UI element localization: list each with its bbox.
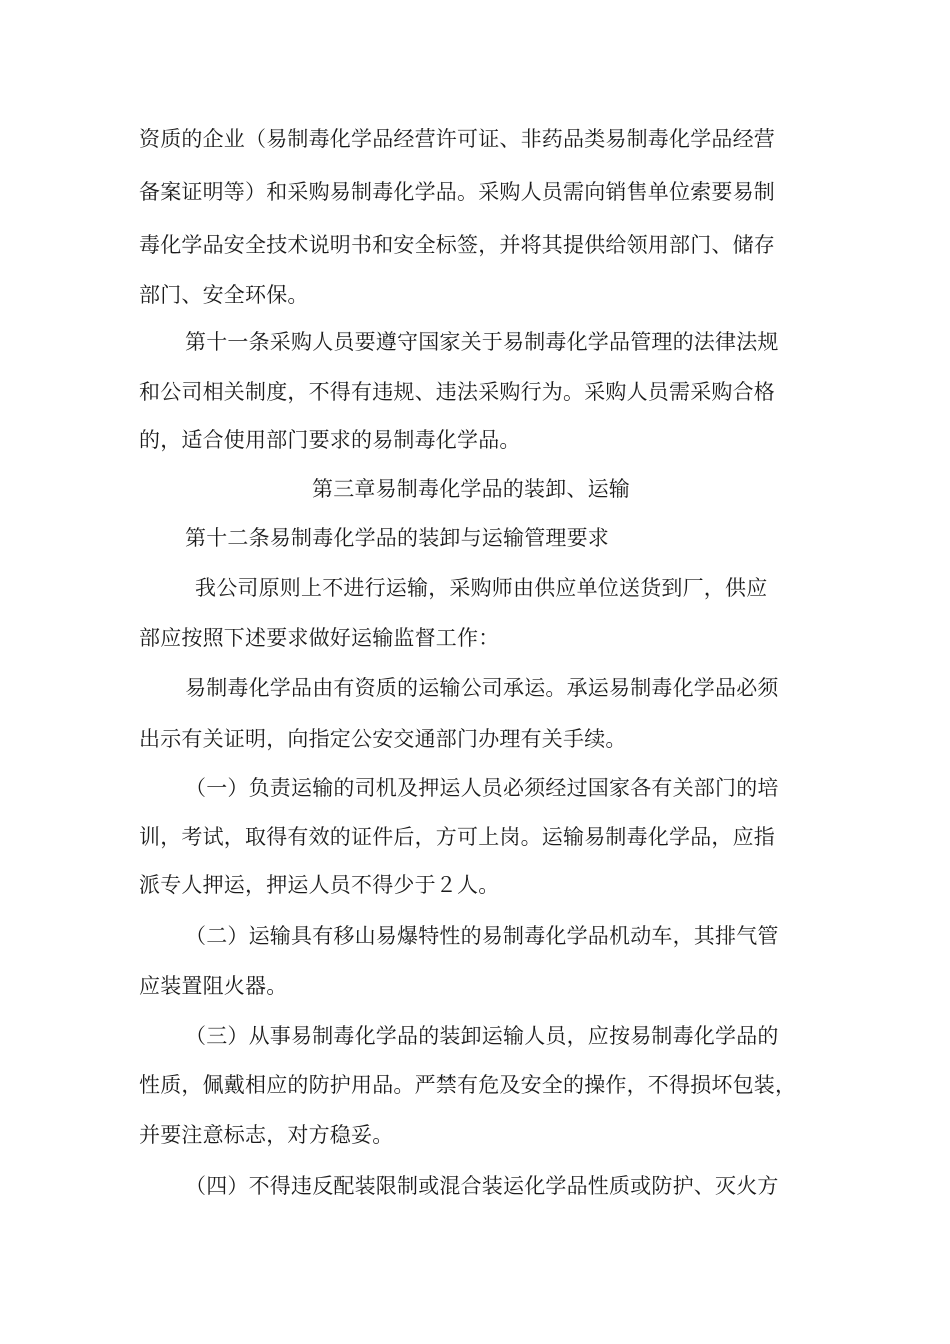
body-line: 出示有关证明，向指定公安交通部门办理有关手续。	[139, 727, 627, 751]
body-line: 性质，佩戴相应的防护用品。严禁有危及安全的操作，不得损坏包装，	[139, 1073, 797, 1097]
body-line: 的，适合使用部门要求的易制毒化学品。	[139, 428, 521, 452]
body-line: （一）负责运输的司机及押运人员必须经过国家各有关部门的培	[185, 776, 779, 800]
body-line: （四）不得违反配装限制或混合装运化学品性质或防护、灭火方	[185, 1174, 779, 1198]
body-line: 毒化学品安全技术说明书和安全标签，并将其提供给领用部门、储存	[139, 233, 775, 257]
body-line: 应装置阻火器。	[139, 974, 288, 998]
body-line: 并要注意标志，对方稳妥。	[139, 1123, 394, 1147]
body-line: 训，考试，取得有效的证件后，方可上岗。运输易制毒化学品，应指	[139, 825, 775, 849]
body-line: 易制毒化学品由有资质的运输公司承运。承运易制毒化学品必须	[185, 676, 779, 700]
body-line: 派专人押运，押运人员不得少于２人。	[139, 873, 500, 897]
body-line: （三）从事易制毒化学品的装卸运输人员，应按易制毒化学品的	[185, 1024, 779, 1048]
body-line: 资质的企业（易制毒化学品经营许可证、非药品类易制毒化学品经营	[139, 127, 775, 151]
body-line: 和公司相关制度，不得有违规、违法采购行为。采购人员需采购合格	[139, 380, 775, 404]
body-line: 我公司原则上不进行运输，采购师由供应单位送货到厂，供应	[195, 576, 768, 600]
body-line: 备案证明等）和采购易制毒化学品。采购人员需向销售单位索要易制	[139, 180, 775, 204]
chapter-heading: 第三章易制毒化学品的装卸、运输	[312, 477, 630, 501]
body-line: 部门、安全环保。	[139, 283, 309, 307]
body-line: （二）运输具有移山易爆特性的易制毒化学品机动车，其排气管	[185, 924, 779, 948]
article-heading: 第十二条易制毒化学品的装卸与运输管理要求	[185, 526, 609, 550]
body-line: 第十一条采购人员要遵守国家关于易制毒化学品管理的法律法规	[185, 330, 779, 354]
body-line: 部应按照下述要求做好运输监督工作：	[139, 626, 500, 650]
